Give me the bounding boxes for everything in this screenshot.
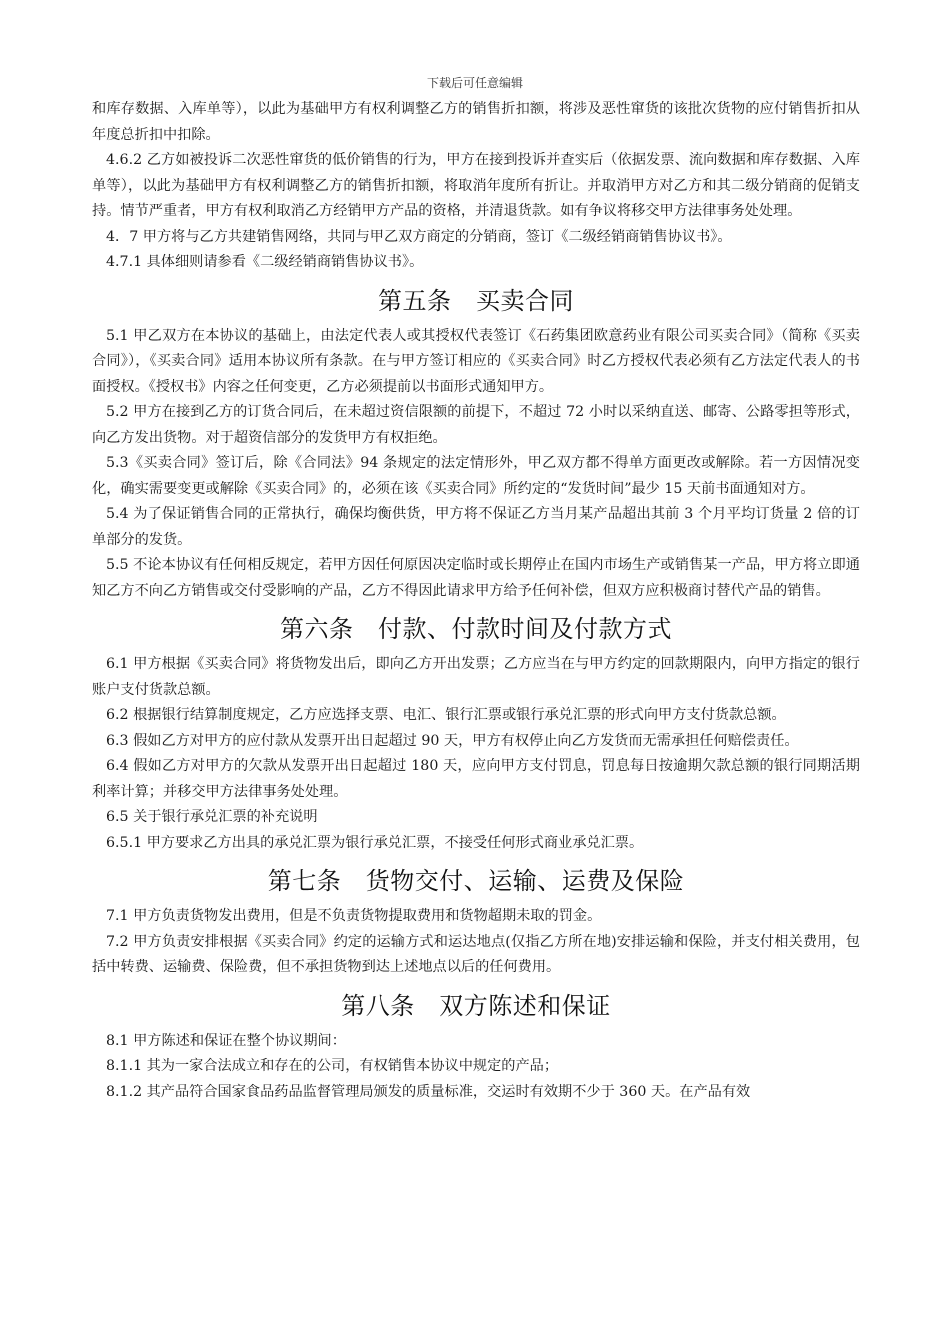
paragraph: 4.6.2 乙方如被投诉二次恶性窜货的低价销售的行为，甲方在接到投诉并查实后（依据发票、流向数据和库存数据、入库单等），以此为基础甲方有权利调整乙方的销售折扣额，将取消年度所有折让。并取消甲方对乙方和其二级分销商的促销支持。情节严重者，甲方有权利取消乙方经销甲方产品的资格，并清退货款。如有争议将移交甲方法律事务处处理。 bbox=[92, 152, 860, 219]
document-body bbox=[92, 97, 860, 1105]
paragraph: 5.1 甲乙双方在本协议的基础上，由法定代表人或其授权代表签订《石药集团欧意药业有限公司买卖合同》（简称《买卖合同》），《买卖合同》适用本协议所有条款。在与甲方签订相应的《买卖合同》时乙方授权代表必须有乙方法定代表人的书面授权。《授权书》内容之任何变更，乙方必须提前以书面形式通知甲方。 bbox=[92, 327, 860, 395]
paragraph: 5.4 为了保证销售合同的正常执行，确保均衡供货，甲方将不保证乙方当月某产品超出其前 3 个月平均订货量 2 倍的订单部分的发货。 bbox=[92, 506, 860, 548]
paragraph: 和库存数据、入库单等），以此为基础甲方有权利调整乙方的销售折扣额，将涉及恶性窜货的该批次货物的应付销售折扣从年度总折扣中扣除。 bbox=[92, 101, 860, 143]
page-header: 下载后可任意编辑 bbox=[426, 76, 523, 90]
paragraph: 6.1 甲方根据《买卖合同》将货物发出后，即向乙方开出发票；乙方应当在与甲方约定的回款期限内，向甲方指定的银行账户支付货款总额。 bbox=[92, 656, 860, 698]
paragraph: 6.3 假如乙方对甲方的应付款从发票开出日起超过 90 天，甲方有权停止向乙方发货而无需承担任何赔偿责任。 bbox=[106, 732, 799, 749]
paragraph: 6.2 根据银行结算制度规定，乙方应选择支票、电汇、银行汇票或银行承兑汇票的形式向甲方支付货款总额。 bbox=[106, 707, 786, 723]
paragraph: 6.5 关于银行承兑汇票的补充说明 bbox=[106, 809, 318, 825]
section-heading: 第八条 双方陈述和保证 bbox=[341, 991, 611, 1020]
paragraph: 7.1 甲方负责货物发出费用，但是不负责货物提取费用和货物超期未取的罚金。 bbox=[106, 908, 602, 924]
paragraph: 8.1.2 其产品符合国家食品药品监督管理局颁发的质量标准，交运时有效期不少于 360 天。在产品有效 bbox=[106, 1083, 751, 1100]
paragraph: 4．7 甲方将与乙方共建销售网络，共同与甲乙双方商定的分销商，签订《二级经销商销售协议书》。 bbox=[106, 228, 732, 245]
paragraph: 5.2 甲方在接到乙方的订货合同后，在未超过资信限额的前提下，不超过 72 小时以采纳直送、邮寄、公路零担等形式，向乙方发出货物。对于超资信部分的发货甲方有权拒绝。 bbox=[92, 404, 860, 446]
paragraph: 4.7.1 具体细则请参看《二级经销商销售协议书》。 bbox=[106, 254, 424, 270]
paragraph: 6.5.1 甲方要求乙方出具的承兑汇票为银行承兑汇票，不接受任何形式商业承兑汇票。 bbox=[106, 834, 644, 851]
section-heading: 第六条 付款、付款时间及付款方式 bbox=[280, 615, 672, 643]
paragraph: 5.3《买卖合同》签订后，除《合同法》94 条规定的法定情形外，甲乙双方都不得单方面更改或解除。若一方因情况变化，确实需要变更或解除《买卖合同》的，必须在该《买卖合同》所约定的“发货时间”最少 15 天前书面通知对方。 bbox=[92, 455, 860, 497]
paragraph: 8.1 甲方陈述和保证在整个协议期间： bbox=[106, 1032, 346, 1049]
paragraph: 7.2 甲方负责安排根据《买卖合同》约定的运输方式和运达地点(仅指乙方所在地)安排运输和保险，并支付相关费用，包括中转费、运输费、保险费，但不承担货物到达上述地点以后的任何费用。 bbox=[92, 933, 860, 975]
section-heading: 第七条 货物交付、运输、运费及保险 bbox=[267, 867, 685, 895]
paragraph: 5.5 不论本协议有任何相反规定，若甲方因任何原因决定临时或长期停止在国内市场生产或销售某一产品，甲方将立即通知乙方不向乙方销售或交付受影响的产品，乙方不得因此请求甲方给予任何补偿，但双方应积极商讨替代产品的销售。 bbox=[92, 557, 860, 599]
paragraph: 8.1.1 其为一家合法成立和存在的公司，有权销售本协议中规定的产品； bbox=[106, 1058, 559, 1074]
section-heading: 第五条 买卖合同 bbox=[378, 286, 574, 315]
paragraph: 6.4 假如乙方对甲方的欠款从发票开出日起超过 180 天，应向甲方支付罚息，罚息每日按逾期欠款总额的银行同期活期利率计算；并移交甲方法律事务处处理。 bbox=[92, 758, 860, 800]
